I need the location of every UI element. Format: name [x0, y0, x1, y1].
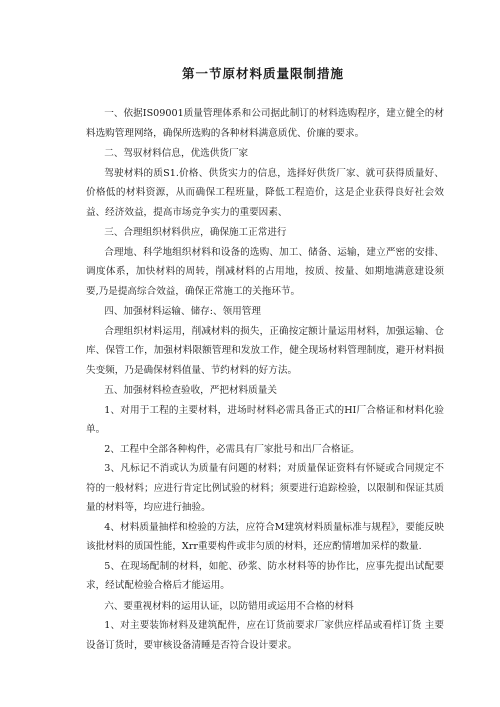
- paragraph: 3、凡标记不消或认为质量有问题的材料；对质量保证资料有怀疑或合同规定不符的一般材料；应进行肯定比例试验的材料；须要进行追踪检验，以限制和保证其质量的材料等，均应进行抽验。: [86, 463, 444, 513]
- paragraph: 2、工程中全部各种构件，必需具有厂家批号和出厂合格证。: [104, 443, 360, 455]
- paragraph: 1、对用于工程的主要材料，进场时材料必需具备正式的HI厂合格证和材料化验单。: [86, 404, 444, 435]
- paragraph: 4、材料质量抽样和检验的方法，应符合M建筑材料质量标准与规程》，要能反映该批材料的质国性能，Xrr重要构件或非匀质的材料，还应酌情增加采样的数量.: [86, 521, 444, 552]
- paragraph: 1、对主要装饰材料及建筑配件，应在订货前要求厂家供应样品或看样订货 主要设备订货时，要审核设备清睡是否符合设计要求。: [86, 620, 444, 651]
- section-heading: 六、要重视材料的运用认证，以防错用或运用不合格的材料: [104, 600, 354, 612]
- paragraph: 5、在现场配制的材料，如舵、砂浆、防水材料等的协作比，应事先提出试配要求，经试配检验合格后才能运用。: [86, 560, 444, 591]
- section-heading: 五、加强材料检查验收，严把材料质量关: [104, 385, 277, 396]
- document-title: 第一节原材料质量限制措施: [181, 66, 344, 81]
- paragraph: 一、依据IS09001质量管理体系和公司据此制订的材料选购程序，建立健全的材料选购管理网络，确保所选购的各种材料满意质优、价廉的要求。: [86, 108, 444, 139]
- paragraph: 驾驶材料的质S1.价格、供货实力的信息，选择好供货厂家、就可获得质量好、价格低的材料资源，从而确保工程班量，降低工程造价，这是企业获得良好社会效益、经济效益，提高市场竞争实力的重要因素、: [86, 167, 444, 218]
- paragraph: 合理地、科学地组织材料和设备的选购、加工、储备、运输，建立严密的安排、调度体系，加快材料的周转，削减材料的占用地，按质、按量、如期地满意建设须要,乃是提高综合效益，确保正常施工的关拖环节。: [86, 246, 444, 297]
- section-heading: 三、合理组织材料供应，确保施工正常进行: [104, 227, 287, 238]
- section-heading: 二、驾驭材料信息，优选供货厂家: [104, 148, 249, 159]
- paragraph: 合理组织材料运用，削减材料的损失，正确按定额计量运用材料，加强运输、仓库、保管工作，加强材料限额管理和发放工作，健全现场材料管理制度，避开材料损失变频，乃是确保材料值量、节约材料的好方法。: [86, 325, 444, 376]
- section-heading: 四、加强材料运输、储存:、领用管理: [104, 306, 261, 317]
- document-body: [86, 104, 444, 655]
